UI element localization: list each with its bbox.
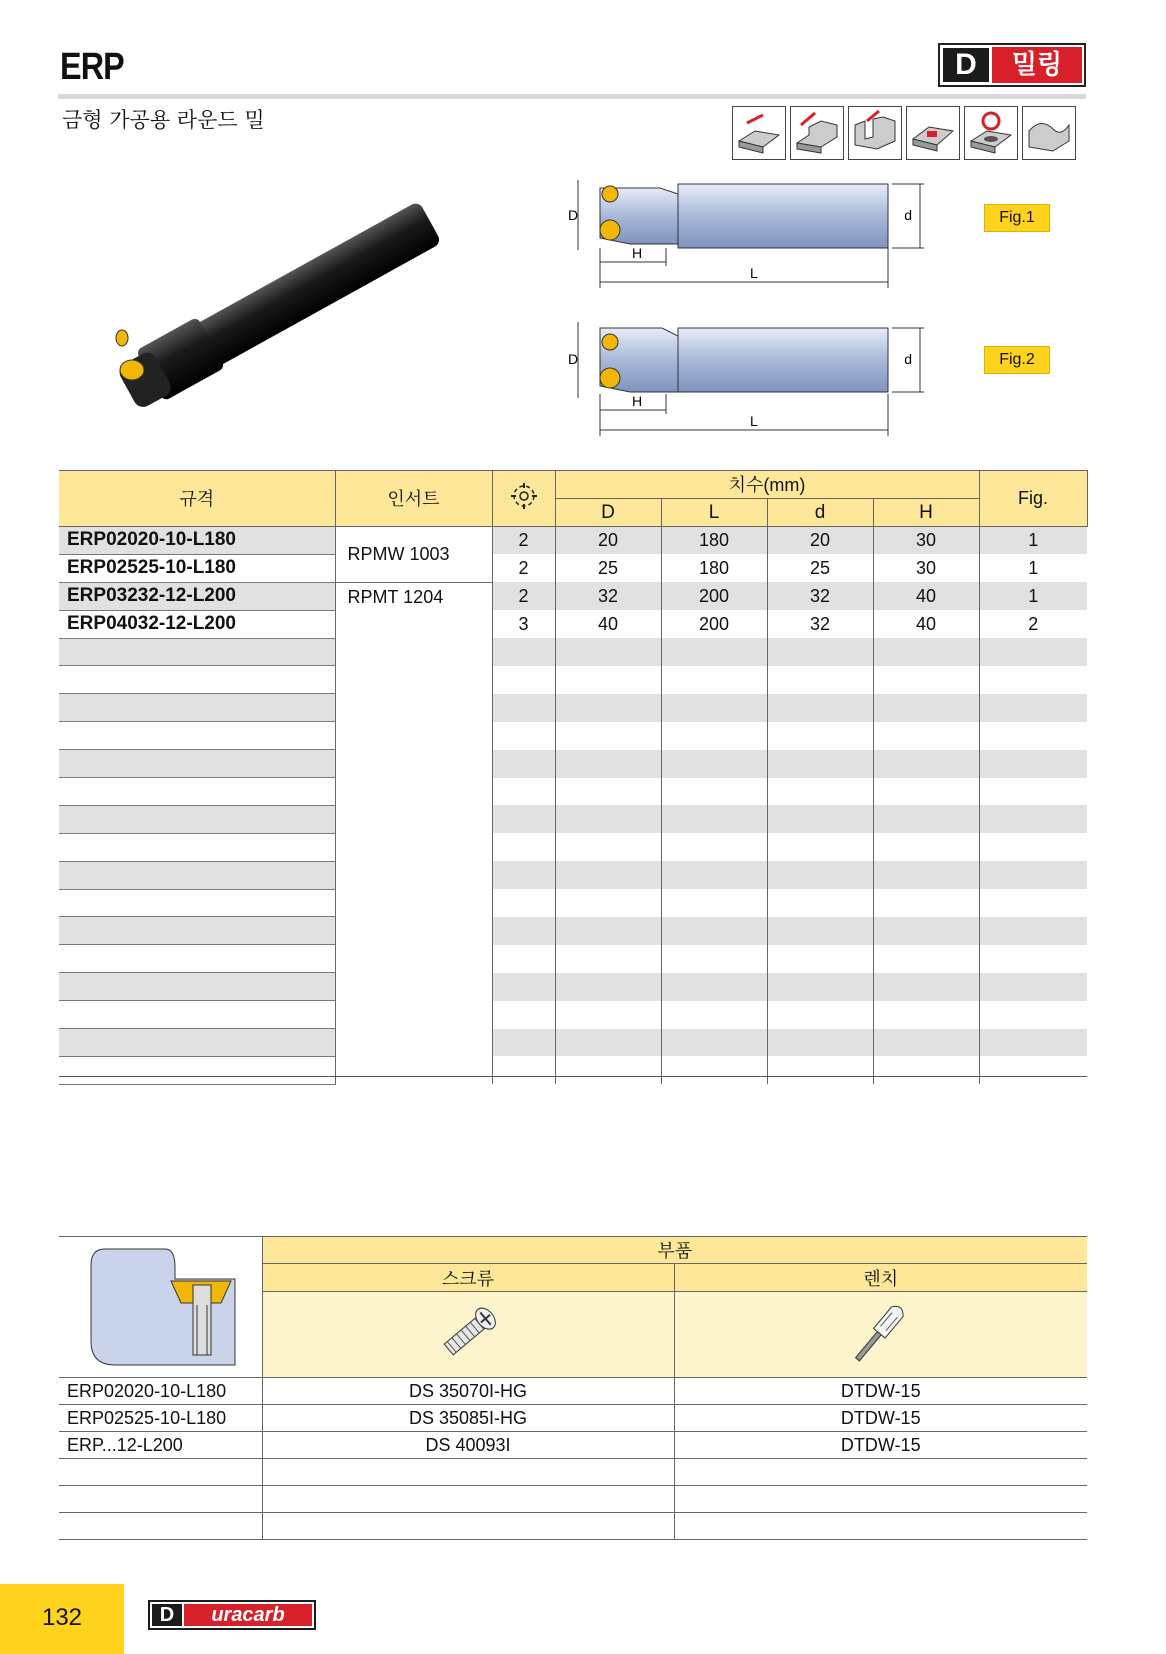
col-fig: Fig. — [979, 470, 1087, 527]
col-L: L — [661, 499, 767, 527]
table-row-empty — [59, 666, 1087, 694]
shoulder-milling-icon — [790, 106, 844, 160]
fig2-drawing — [570, 322, 950, 446]
insert-group-2: RPMT 1204 — [335, 582, 492, 1084]
table-row-empty — [59, 917, 1087, 945]
page-title: ERP — [60, 46, 124, 88]
table-row-empty — [59, 694, 1087, 722]
page-subtitle: 금형 가공용 라운드 밀 — [62, 108, 265, 132]
table-row: ERP02020-10-L180 RPMW 1003 2 20 180 20 30 1 — [59, 527, 1087, 555]
title-rule — [58, 94, 1086, 99]
brand-logo: D 밀링 — [938, 43, 1086, 87]
table-row-empty — [59, 973, 1087, 1001]
table-row-empty — [59, 889, 1087, 917]
wrench-icon — [674, 1291, 1087, 1377]
col-D: D — [555, 499, 661, 527]
fig1-label-L: L — [750, 265, 758, 281]
fig1-label-D: D — [568, 207, 579, 223]
table-row-empty — [59, 1029, 1087, 1057]
fig1-drawing — [570, 180, 950, 300]
table-row-empty — [59, 1459, 1087, 1486]
fig1-label-H: H — [632, 245, 643, 261]
copy-milling-icon — [1022, 106, 1076, 160]
insert-group-1: RPMW 1003 — [335, 527, 492, 583]
col-spec: 규격 — [59, 470, 335, 527]
col-screw: 스크류 — [262, 1264, 674, 1291]
fig2-label-H: H — [632, 393, 643, 409]
spec-table-top-rule — [59, 470, 1087, 471]
parts-assembly-image — [59, 1237, 262, 1378]
table-row-empty — [59, 638, 1087, 666]
insert-count-icon — [492, 470, 555, 527]
table-row-empty — [59, 945, 1087, 973]
fig1-tag: Fig.1 — [984, 204, 1050, 232]
fig2-tag: Fig.2 — [984, 346, 1050, 374]
fig2-label-L: L — [750, 413, 758, 429]
screw-icon — [262, 1291, 674, 1377]
parts-table — [59, 1237, 1087, 1540]
col-H: H — [873, 499, 979, 527]
table-row-empty — [59, 1001, 1087, 1029]
page-number: 132 — [41, 1604, 83, 1631]
spec-table-bottom-rule — [59, 1076, 1087, 1077]
fig2-label-D: D — [568, 351, 579, 367]
table-row: ERP...12-L200 DS 40093I DTDW-15 — [59, 1432, 1087, 1459]
spec-table — [59, 470, 1088, 1085]
table-row-empty — [59, 1486, 1087, 1513]
end-mill-product-image — [100, 190, 470, 410]
slotting-icon — [848, 106, 902, 160]
table-row-empty — [59, 833, 1087, 861]
fig1-label-d: d — [904, 207, 912, 223]
table-row-empty — [59, 750, 1087, 778]
table-row-empty — [59, 861, 1087, 889]
table-row-empty — [59, 722, 1087, 750]
pocketing-icon — [906, 106, 960, 160]
table-row: ERP02525-10-L180 DS 35085I-HG DTDW-15 — [59, 1405, 1087, 1432]
helical-interpolation-icon — [964, 106, 1018, 160]
table-row-empty — [59, 778, 1087, 806]
face-milling-icon — [732, 106, 786, 160]
table-row: ERP02525-10-L180 2 25 180 25 30 1 — [59, 554, 1087, 582]
parts-header: 부품 — [262, 1237, 1087, 1264]
table-row-empty — [59, 1056, 1087, 1084]
table-row: ERP04032-12-L200 3 40 200 32 40 2 — [59, 610, 1087, 638]
fig2-label-d: d — [904, 351, 912, 367]
table-row-empty — [59, 805, 1087, 833]
col-dims: 치수(mm) — [555, 470, 979, 499]
col-insert: 인서트 — [335, 470, 492, 527]
table-row-empty — [59, 1513, 1087, 1540]
table-row: ERP03232-12-L200 RPMT 1204 2 32 200 32 40 1 — [59, 582, 1087, 610]
table-row: ERP02020-10-L180 DS 35070I-HG DTDW-15 — [59, 1378, 1087, 1405]
col-d: d — [767, 499, 873, 527]
duracarb-logo: D uracarb — [148, 1600, 316, 1630]
col-wrench: 렌치 — [674, 1264, 1087, 1291]
